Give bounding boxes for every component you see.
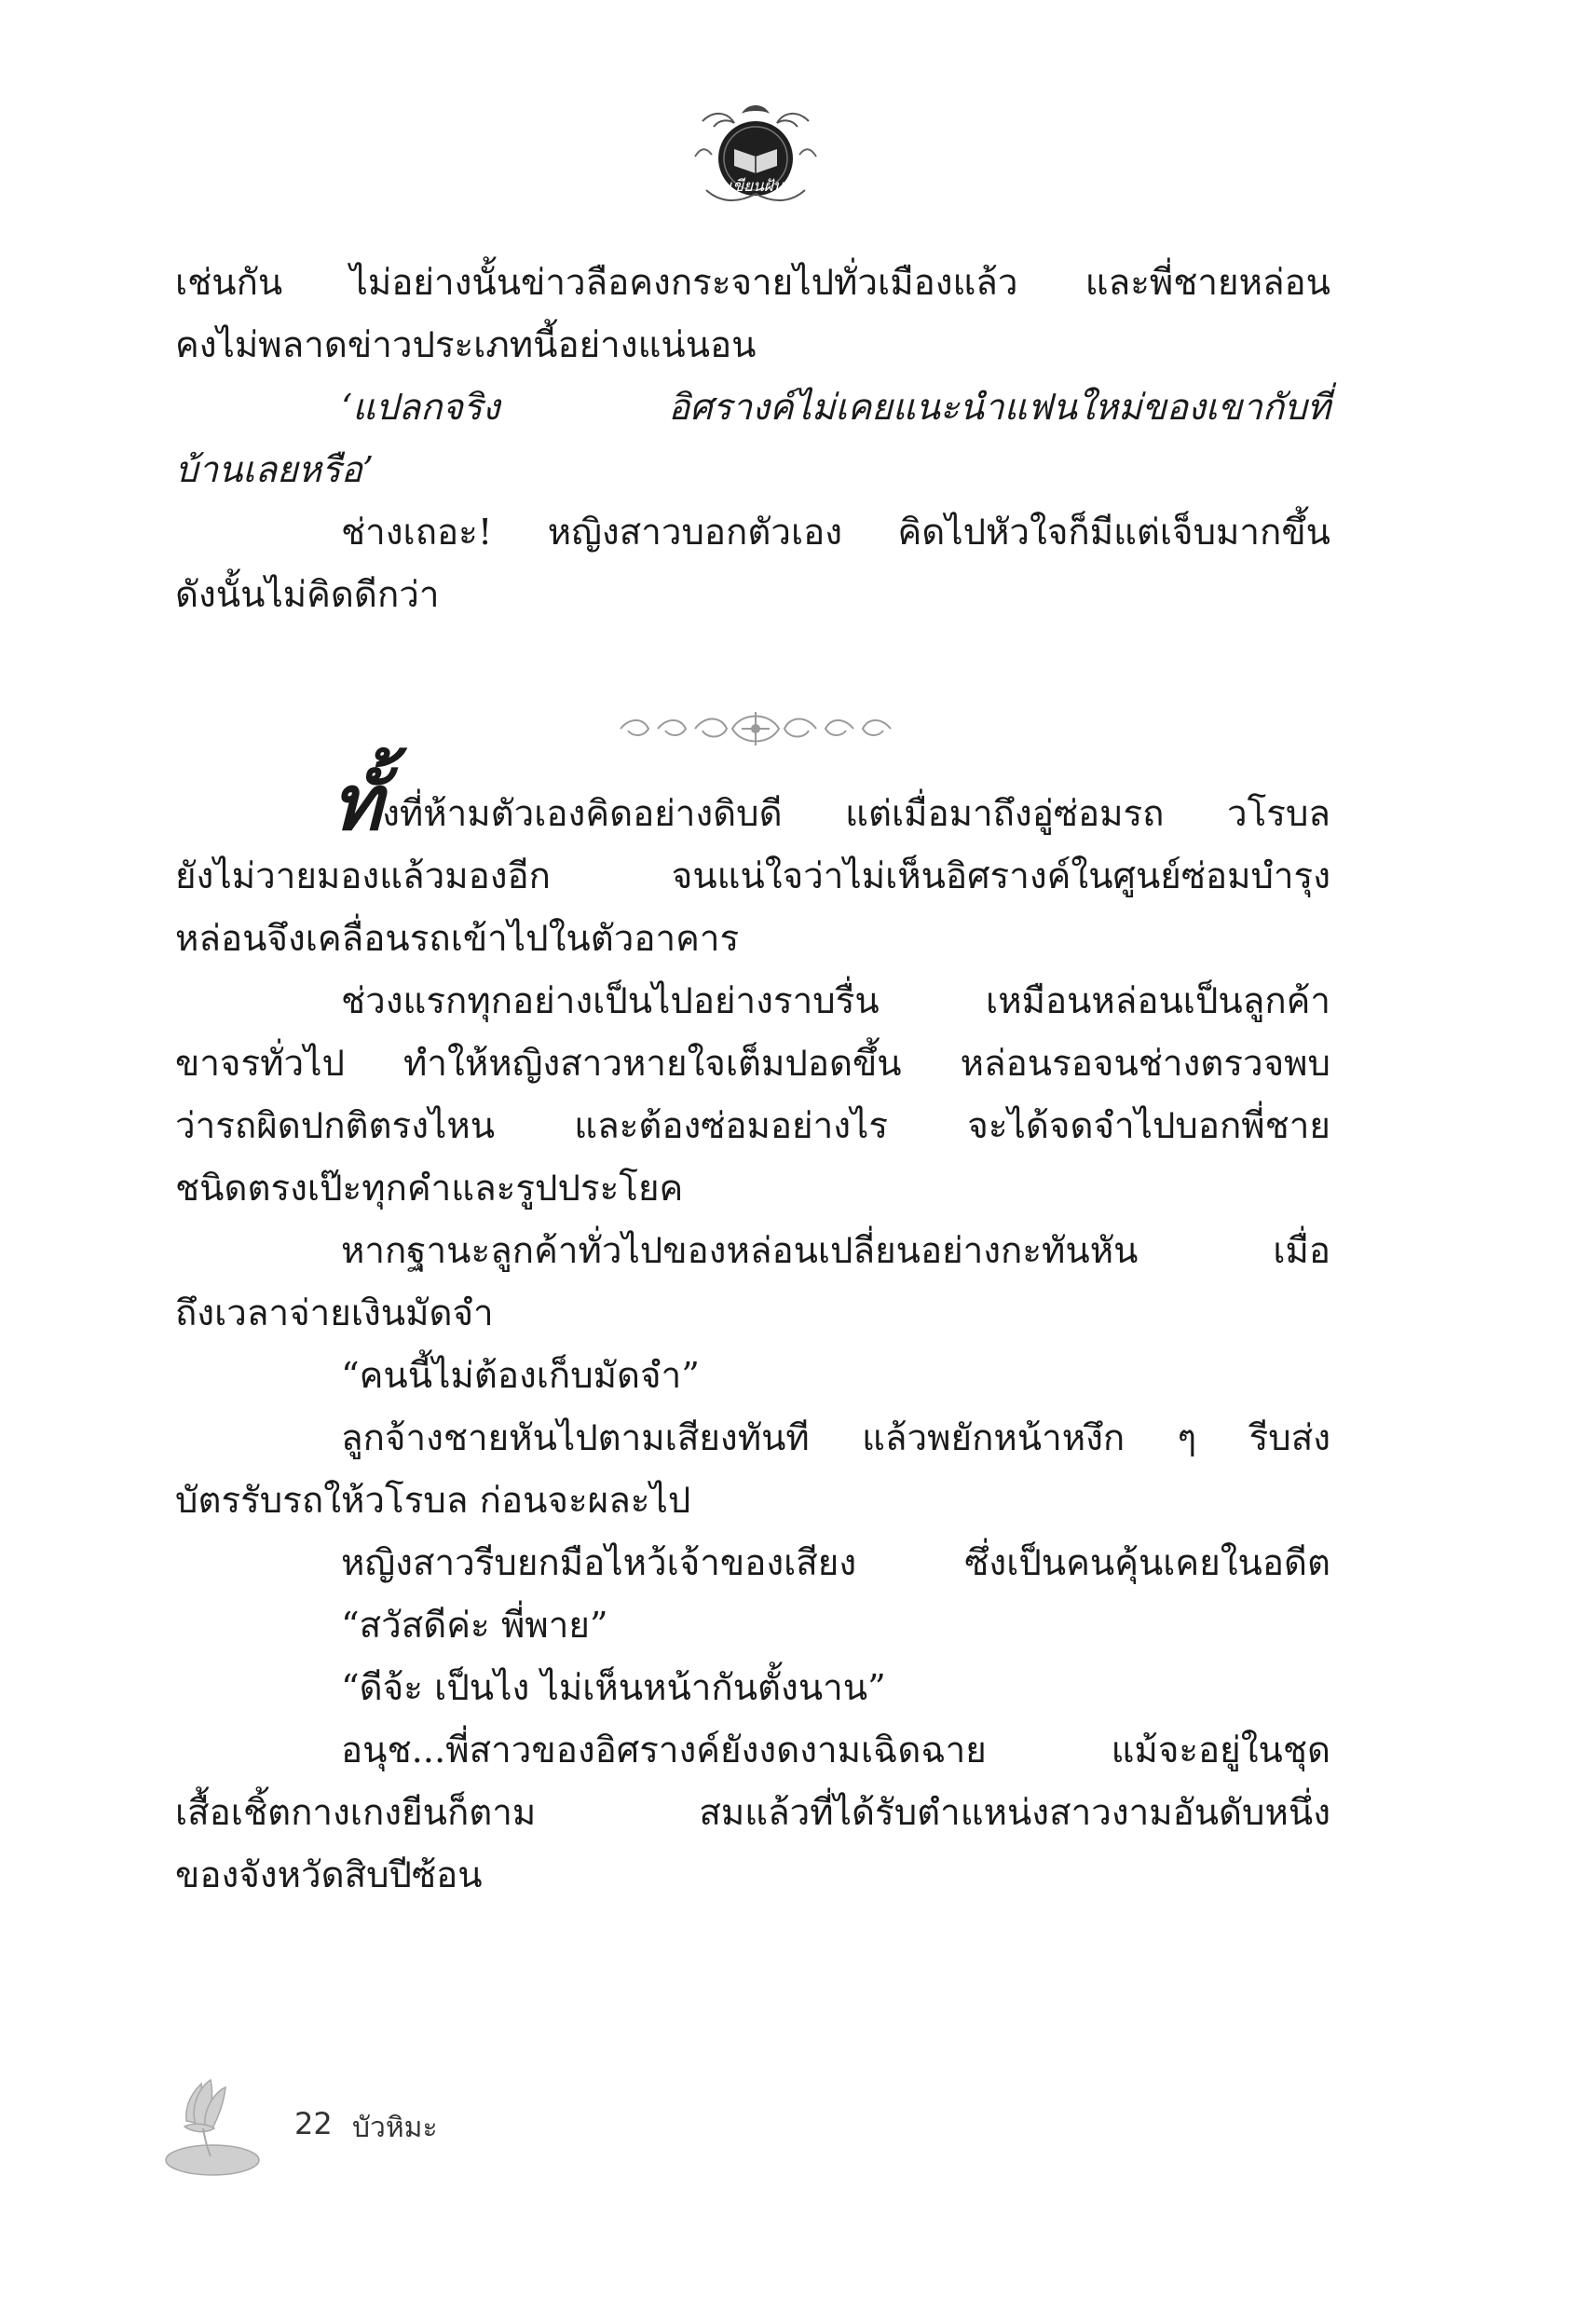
paragraph-line	[175, 759, 1330, 848]
page-number: 22	[294, 2106, 333, 2141]
paragraph-line: ช่างเถอะ! หญิงสาวบอกตัวเอง คิดไปหัวใจก็มีแต่เจ็บมากขึ้น	[341, 512, 1330, 554]
paragraph-line: ลูกจ้างชายหันไปตามเสียงทันที แล้วพยักหน้าหงึก ๆ รีบส่ง	[341, 1417, 1330, 1459]
paragraph-line: “คนนี้ไม่ต้องเก็บมัดจำ”	[341, 1355, 700, 1397]
paragraph-line: คงไม่พลาดข่าวประเภทนี้อย่างแน่นอน	[175, 324, 757, 366]
paragraph-line: เช่นกัน ไม่อย่างนั้นข่าวลือคงกระจายไปทั่วเมืองแล้ว และพี่ชายหล่อน	[175, 262, 1330, 304]
paragraph-line: ยังไม่วายมองแล้วมองอีก จนแน่ใจว่าไม่เห็นอิศรางค์ในศูนย์ซ่อมบำรุง	[175, 855, 1330, 897]
page-footer	[158, 2074, 717, 2186]
paragraph-line: “ดีจ้ะ เป็นไง ไม่เห็นหน้ากันตั้งนาน”	[341, 1667, 886, 1709]
header-emblem	[686, 101, 825, 212]
section-divider	[611, 706, 900, 751]
drop-cap: ทั้	[332, 759, 383, 848]
emblem-text: เขียนฝัน	[727, 177, 784, 196]
paragraph-line: เสื้อเชิ้ตกางเกงยีนก็ตาม สมแล้วที่ได้รับตำแหน่งสาวงามอันดับหนึ่ง	[175, 1792, 1330, 1834]
paragraph-line: ชนิดตรงเป๊ะทุกคำและรูปประโยค	[175, 1168, 684, 1210]
text-block-main	[175, 759, 1330, 1907]
paragraph-line: ของจังหวัดสิบปีซ้อน	[175, 1854, 483, 1896]
lotus-icon	[158, 2074, 270, 2186]
paragraph-line: บัตรรับรถให้วโรบล ก่อนจะผละไป	[175, 1480, 691, 1522]
ornament-divider-icon	[611, 706, 900, 751]
paragraph-line: ถึงเวลาจ่ายเงินมัดจำ	[175, 1292, 494, 1334]
paragraph-line: ‘แปลกจริง อิศรางค์ไม่เคยแนะนำแฟนใหม่ของเขากับที่	[341, 387, 1330, 429]
paragraph-line: หากฐานะลูกค้าทั่วไปของหล่อนเปลี่ยนอย่างกะทันหัน เมื่อ	[341, 1230, 1330, 1272]
paragraph-line: ช่วงแรกทุกอย่างเป็นไปอย่างราบรื่น เหมือนหล่อนเป็นลูกค้า	[341, 980, 1330, 1022]
paragraph-line: ดังนั้นไม่คิดดีกว่า	[175, 574, 440, 616]
text-block-top	[175, 252, 1330, 626]
paragraph-line-text: งที่ห้ามตัวเองคิดอย่างดิบดี แต่เมื่อมาถึงอู่ซ่อมรถ วโรบล	[382, 793, 1330, 835]
paragraph-line: บ้านเลยหรือ’	[175, 449, 375, 491]
paragraph-line: “สวัสดีค่ะ พี่พาย”	[341, 1605, 608, 1647]
paragraph-line: อนุช...พี่สาวของอิศรางค์ยังงดงามเฉิดฉาย แม้จะอยู่ในชุด	[341, 1730, 1330, 1771]
paragraph-line: ขาจรทั่วไป ทำให้หญิงสาวหายใจเต็มปอดขึ้น หล่อนรอจนช่างตรวจพบ	[175, 1043, 1330, 1085]
paragraph-line: ว่ารถผิดปกติตรงไหน และต้องซ่อมอย่างไร จะได้จดจำไปบอกพี่ชาย	[175, 1105, 1330, 1147]
book-title: บัวหิมะ	[352, 2112, 438, 2144]
paragraph-line: หล่อนจึงเคลื่อนรถเข้าไปในตัวอาคาร	[175, 918, 740, 960]
paragraph-line: หญิงสาวรีบยกมือไหว้เจ้าของเสียง ซึ่งเป็นคนคุ้นเคยในอดีต	[341, 1542, 1330, 1584]
